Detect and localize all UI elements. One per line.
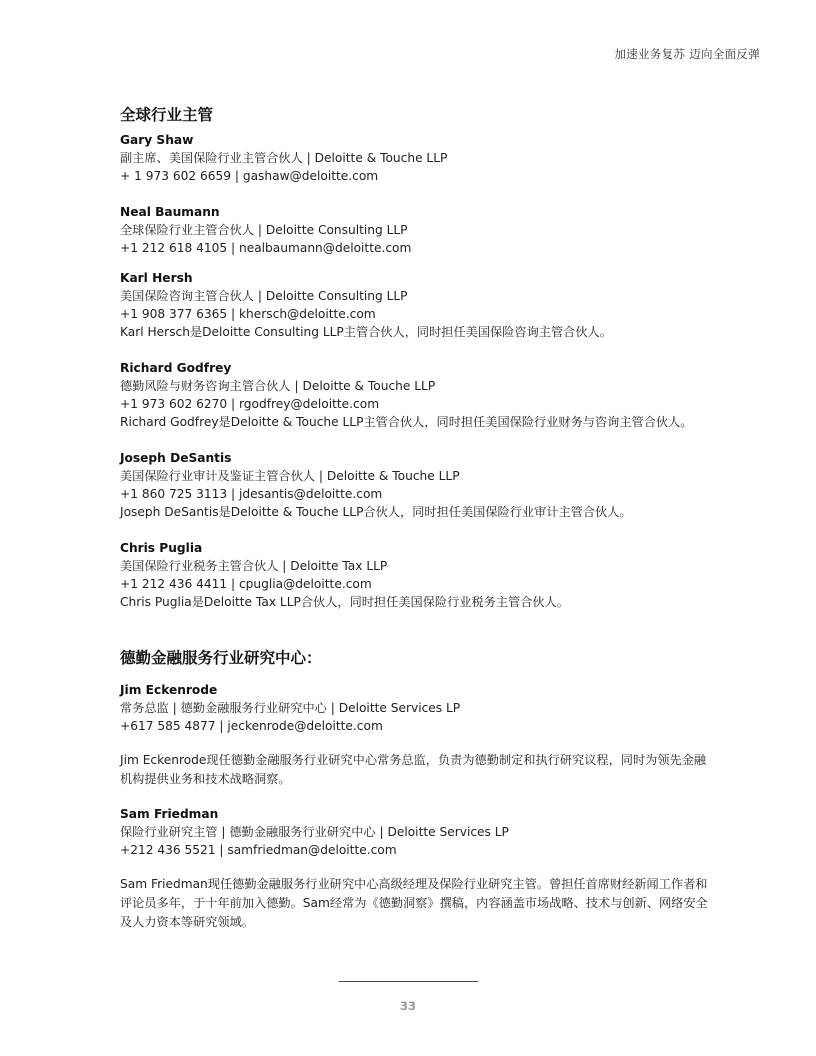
person-contact: +1 973 602 6270 | rgodfrey@deloitte.com	[120, 397, 380, 411]
person-role: 保险行业研究主管 | 德勤金融服务行业研究中心 | Deloitte Services LP	[120, 825, 509, 839]
person-name: Neal Baumann	[120, 205, 220, 219]
contact-gary-shaw	[120, 131, 710, 185]
person-bio: Joseph DeSantis是Deloitte & Touche LLP合伙人，同时担任美国保险行业审计主管合伙人。	[120, 505, 632, 519]
running-header: 加速业务复苏 迈向全面反弹	[614, 47, 760, 61]
contact-karl-hersh	[120, 269, 710, 341]
person-bio: Jim Eckenrode现任德勤金融服务行业研究中心常务总监，负责为德勤制定和执行研究议程，同时为领先金融机构提供业务和技术战略洞察。	[120, 753, 707, 786]
person-role: 常务总监 | 德勤金融服务行业研究中心 | Deloitte Services LP	[120, 701, 461, 715]
person-bio: Chris Puglia是Deloitte Tax LLP合伙人，同时担任美国保险行业税务主管合伙人。	[120, 595, 569, 609]
contact-sam-friedman	[120, 805, 710, 932]
person-name: Joseph DeSantis	[120, 451, 232, 465]
person-contact: +212 436 5521 | samfriedman@deloitte.com	[120, 843, 397, 857]
person-contact: + 1 973 602 6659 | gashaw@deloitte.com	[120, 169, 379, 183]
contact-jim-eckenrode	[120, 681, 710, 789]
person-bio: Sam Friedman现任德勤金融服务行业研究中心高级经理及保险行业研究主管。曾担任首席财经新闻工作者和评论员多年，于十年前加入德勤。Sam经常为《德勤洞察》撰稿，内容涵盖市场战略、技术与创新、网络安全及人力资本等研究领域。	[120, 877, 708, 929]
person-role: 美国保险行业审计及鉴证主管合伙人 | Deloitte & Touche LLP	[120, 469, 460, 483]
person-name: Chris Puglia	[120, 541, 203, 555]
contact-chris-puglia	[120, 539, 710, 611]
person-contact: +1 908 377 6365 | khersch@deloitte.com	[120, 307, 376, 321]
footer-divider	[339, 981, 478, 982]
contact-joseph-desantis	[120, 449, 710, 521]
person-contact: +1 212 618 4105 | nealbaumann@deloitte.com	[120, 241, 412, 255]
person-role: 德勤风险与财务咨询主管合伙人 | Deloitte & Touche LLP	[120, 379, 436, 393]
person-bio: Richard Godfrey是Deloitte & Touche LLP主管合伙人，同时担任美国保险行业财务与咨询主管合伙人。	[120, 415, 693, 429]
person-contact: +1 212 436 4411 | cpuglia@deloitte.com	[120, 577, 372, 591]
section-title-global-leaders: 全球行业主管	[120, 106, 214, 124]
contact-neal-baumann	[120, 203, 710, 257]
person-contact: +1 860 725 3113 | jdesantis@deloitte.com	[120, 487, 383, 501]
person-name: Sam Friedman	[120, 807, 219, 821]
page-number: 33	[399, 999, 416, 1013]
person-bio: Karl Hersch是Deloitte Consulting LLP主管合伙人，同时担任美国保险咨询主管合伙人。	[120, 325, 612, 339]
section-title-research-center: 德勤金融服务行业研究中心：	[120, 649, 322, 667]
contact-richard-godfrey	[120, 359, 710, 431]
person-name: Karl Hersh	[120, 271, 193, 285]
person-name: Gary Shaw	[120, 133, 194, 147]
person-role: 美国保险行业税务主管合伙人 | Deloitte Tax LLP	[120, 559, 388, 573]
person-role: 美国保险咨询主管合伙人 | Deloitte Consulting LLP	[120, 289, 408, 303]
person-name: Richard Godfrey	[120, 361, 232, 375]
person-role: 全球保险行业主管合伙人 | Deloitte Consulting LLP	[120, 223, 408, 237]
person-role: 副主席、美国保险行业主管合伙人 | Deloitte & Touche LLP	[120, 151, 448, 165]
page-content	[120, 104, 710, 932]
person-name: Jim Eckenrode	[120, 683, 218, 697]
person-contact: +617 585 4877 | jeckenrode@deloitte.com	[120, 719, 383, 733]
